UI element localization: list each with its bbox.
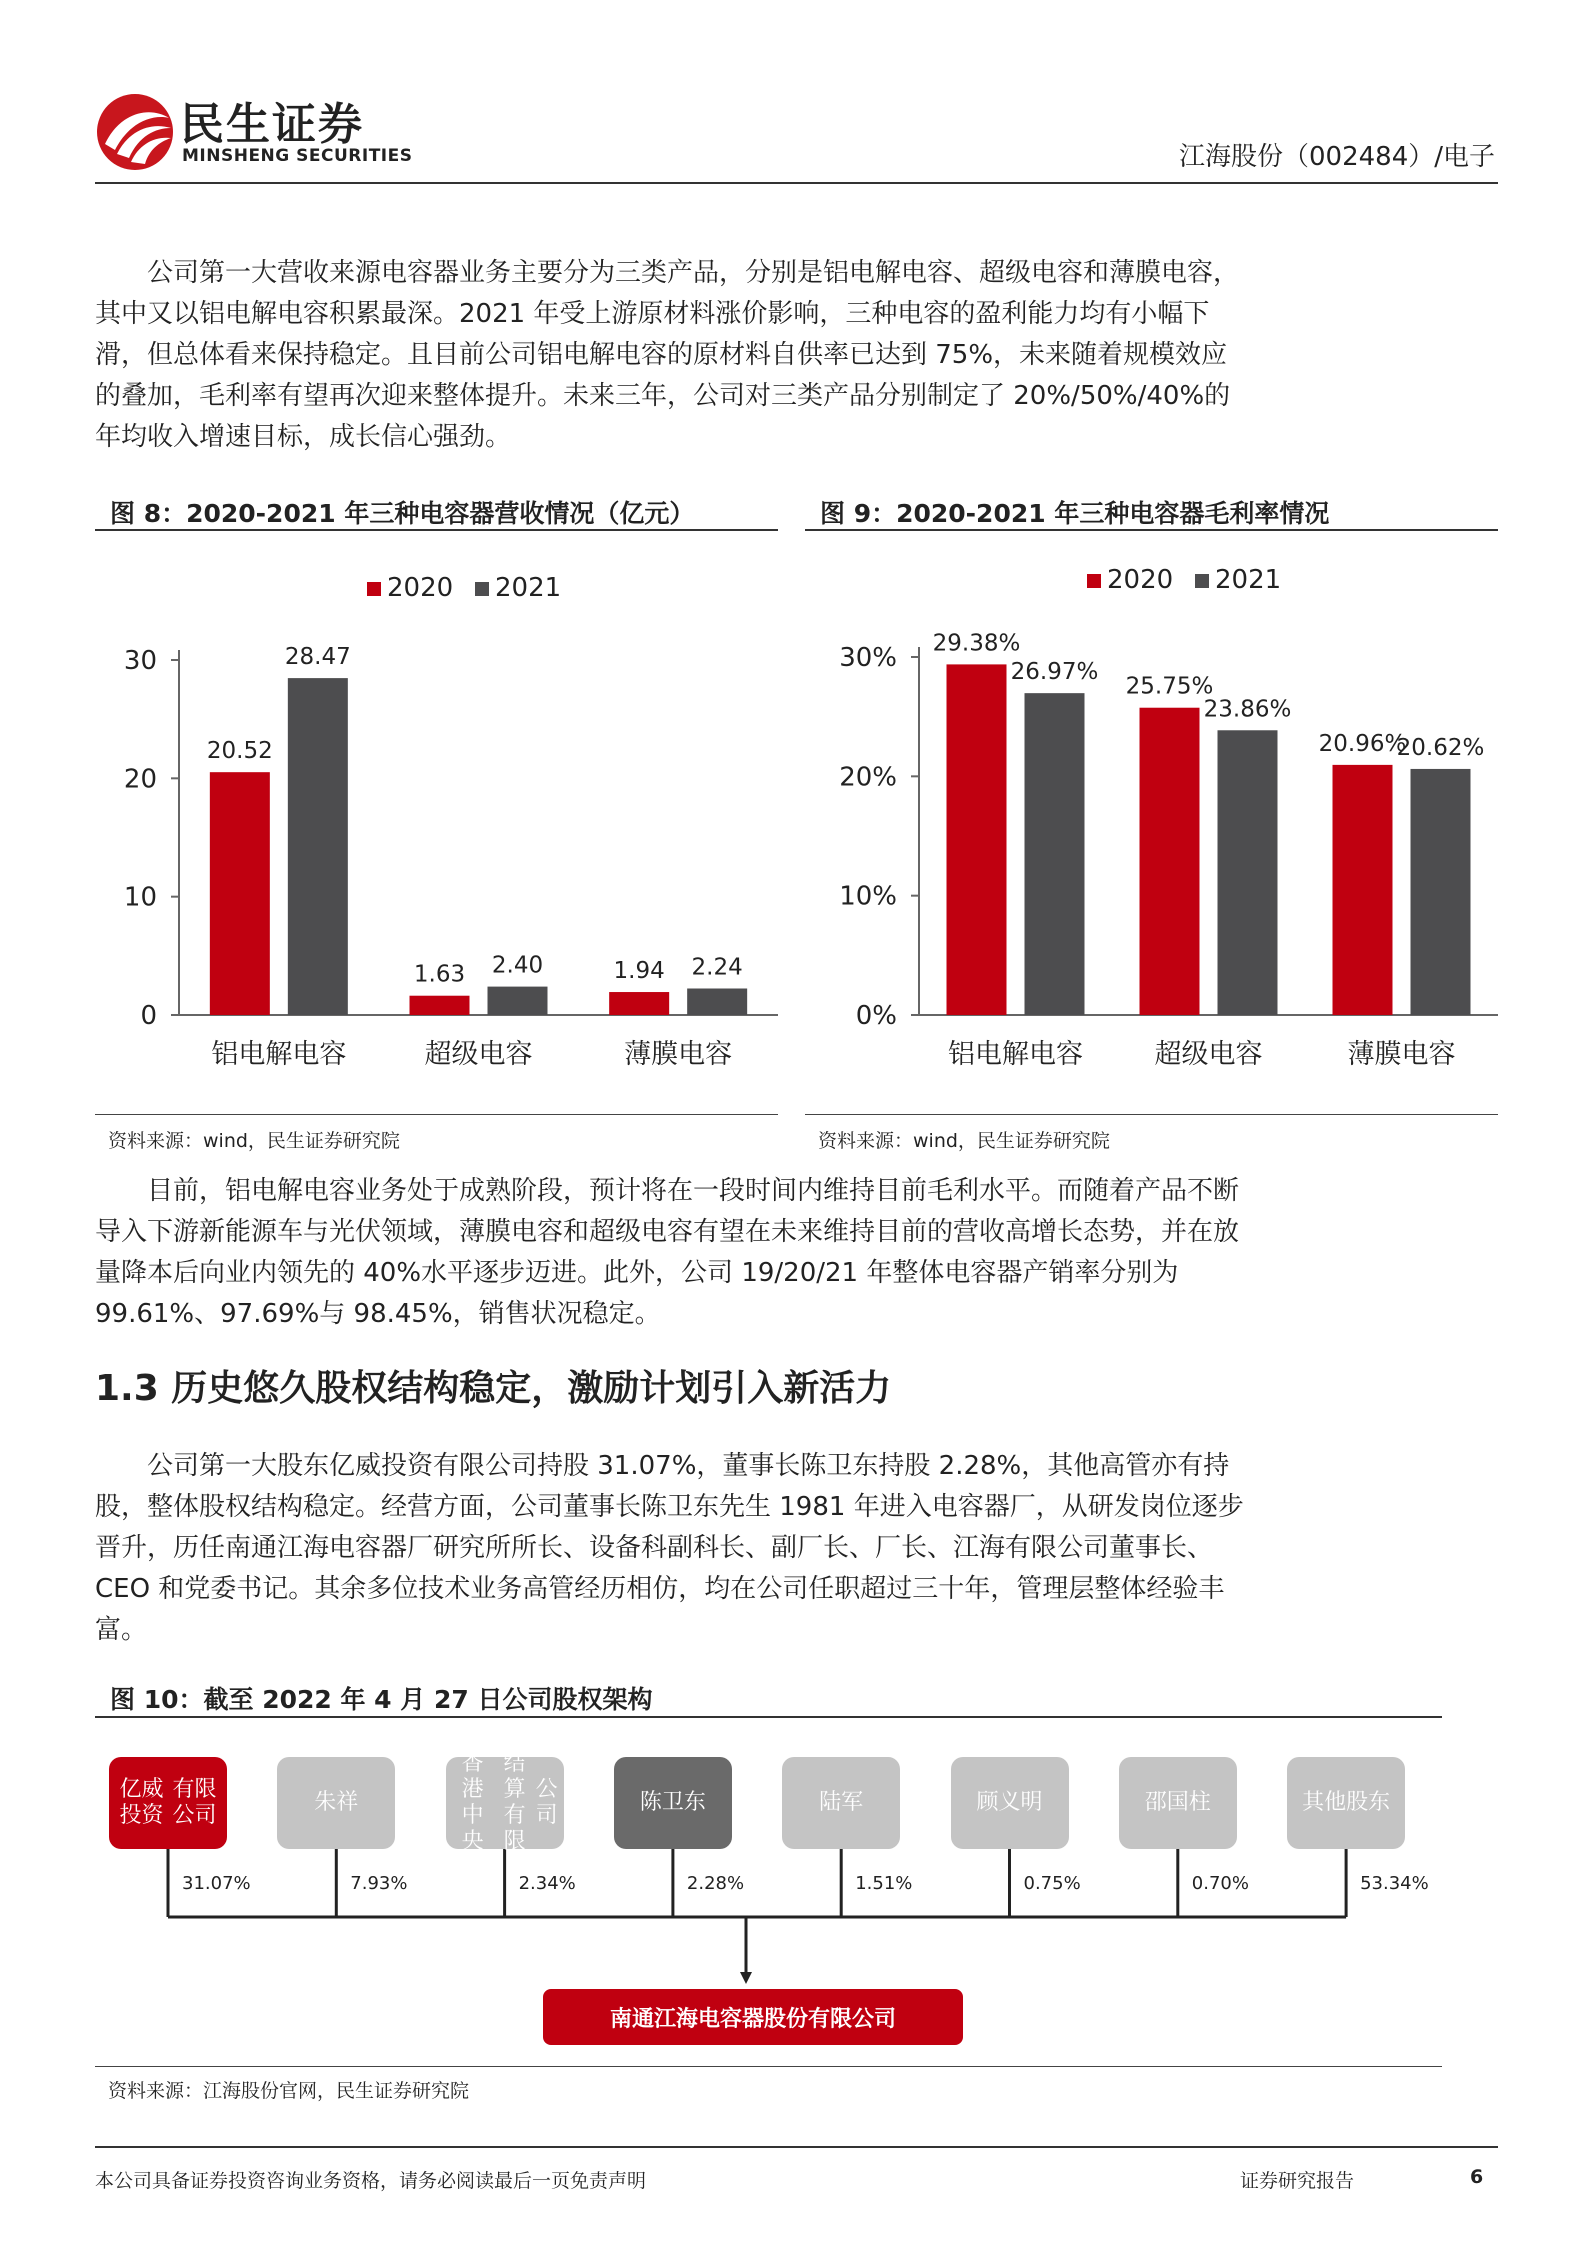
data-label: 25.75% bbox=[1125, 673, 1214, 700]
fig10-bottom-rule bbox=[95, 2066, 1442, 2067]
data-label: 2.24 bbox=[691, 954, 743, 981]
y-tick-label: 30 bbox=[123, 646, 157, 676]
header-divider bbox=[95, 182, 1498, 184]
x-tick-label: 超级电容 bbox=[424, 1039, 533, 1070]
bar-2021-超级电容 bbox=[488, 987, 548, 1015]
data-label: 2.40 bbox=[491, 952, 544, 979]
x-tick-label: 铝电解电容 bbox=[948, 1039, 1083, 1070]
fig9-bottom-rule bbox=[805, 1114, 1498, 1115]
shareholding-pct: 2.34% bbox=[518, 1873, 576, 1894]
report-subject: 江海股份（002484）/电子 bbox=[1178, 142, 1495, 172]
data-label: 26.97% bbox=[1010, 659, 1099, 686]
x-tick-label: 薄膜电容 bbox=[1347, 1039, 1456, 1070]
bar-2020-超级电容 bbox=[1140, 708, 1200, 1015]
legend-swatch-2021 bbox=[475, 582, 489, 596]
shareholder-box bbox=[782, 1757, 900, 1849]
y-tick-label: 20 bbox=[123, 764, 157, 795]
shareholding-pct: 2.28% bbox=[686, 1873, 745, 1894]
legend-label-2020: 2020 bbox=[387, 573, 454, 603]
shareholding-pct: 1.51% bbox=[855, 1873, 913, 1894]
shareholding-pct: 7.93% bbox=[350, 1873, 408, 1894]
data-label: 20.96% bbox=[1318, 730, 1407, 757]
footer-report-type: 证券研究报告 bbox=[1240, 2170, 1355, 2192]
shareholder-name: 顾义明 bbox=[976, 1790, 1043, 1815]
shareholder-box bbox=[951, 1757, 1069, 1849]
shareholding-pct: 31.07% bbox=[182, 1873, 251, 1894]
fig10-top-rule bbox=[95, 1716, 1442, 1718]
fig9-source: 资料来源：wind，民生证券研究院 bbox=[818, 1130, 1110, 1152]
legend-swatch-2021 bbox=[1195, 574, 1209, 588]
paragraph-shareholding: 公司第一大股东亿威投资有限公司持股 31.07%，董事长陈卫东持股 2.28%，其他高管亦有持股，整体股权结构稳定。经营方面，公司董事长陈卫东先生 1981 年进入电容器厂，从研发岗位逐步晋升，历任南通江海电容器厂研究所所长、设备科副科长、副厂长、厂长、江海有限公司董事长、CEO 和党委书记。其余多位技术业务高管经历相仿，均在公司任职超过三十年，管理层整体经验丰富。 bbox=[95, 1451, 1244, 1645]
bar-2021-铝电解电容 bbox=[1025, 693, 1085, 1015]
shareholder-box bbox=[277, 1757, 395, 1849]
bar-2020-铝电解电容 bbox=[947, 664, 1007, 1015]
shareholder-box bbox=[1119, 1757, 1237, 1849]
fig8-revenue-chart bbox=[95, 540, 778, 1105]
paragraph-outlook: 目前，铝电解电容业务处于成熟阶段，预计将在一段时间内维持目前毛利水平。而随着产品不断导入下游新能源车与光伏领域，薄膜电容和超级电容有望在未来维持目前的营收高增长态势，并在放量降本后向业内领先的 40%水平逐步迈进。此外，公司 19/20/21 年整体电容器产销率分别为 99.61%、97.69%与 98.45%，销售状况稳定。 bbox=[95, 1176, 1240, 1329]
fig8-top-rule bbox=[95, 529, 778, 531]
bar-2020-超级电容 bbox=[410, 996, 470, 1015]
data-label: 20.52 bbox=[206, 738, 273, 765]
legend-swatch-2020 bbox=[367, 582, 381, 596]
data-label: 28.47 bbox=[284, 644, 351, 671]
y-tick-label: 20% bbox=[839, 762, 897, 793]
page-number: 6 bbox=[1470, 2166, 1484, 2188]
legend-label-2021: 2021 bbox=[1215, 565, 1282, 595]
shareholder-name: 亿威投资 bbox=[119, 1777, 164, 1828]
shareholder-box bbox=[614, 1757, 732, 1849]
fig9-margin-chart bbox=[805, 540, 1498, 1105]
shareholder-name: 邵国柱 bbox=[1144, 1790, 1211, 1815]
section-title: 1.3 历史悠久股权结构稳定，激励计划引入新活力 bbox=[95, 1368, 892, 1409]
data-label: 20.62% bbox=[1396, 734, 1485, 761]
x-tick-label: 超级电容 bbox=[1154, 1039, 1263, 1070]
bar-2020-薄膜电容 bbox=[1333, 765, 1393, 1015]
shareholder-name: 香港中央 bbox=[461, 1751, 484, 1854]
shareholding-pct: 53.34% bbox=[1360, 1873, 1429, 1894]
paragraph-capacitor-business: 公司第一大营收来源电容器业务主要分为三类产品，分别是铝电解电容、超级电容和薄膜电容，其中又以铝电解电容积累最深。2021 年受上游原材料涨价影响，三种电容的盈利能力均有小幅下滑，但总体看来保持稳定。且目前公司铝电解电容的原材料自供率已达到 75%，未来随着规模效应的叠加，毛利率有望再次迎来整体提升。未来三年，公司对三类产品分别制定了 20%/50%/40%的年均收入增速目标，成长信心强劲。 bbox=[95, 258, 1240, 452]
shareholder-name: 陆军 bbox=[819, 1790, 864, 1815]
shareholder-name: 其他股东 bbox=[1302, 1790, 1391, 1815]
shareholder-name: 朱祥 bbox=[314, 1790, 359, 1815]
minsheng-logo-icon bbox=[95, 92, 175, 172]
arrow-down-icon bbox=[740, 1972, 752, 1984]
shareholding-pct: 0.75% bbox=[1023, 1873, 1081, 1894]
y-tick-label: 10% bbox=[839, 881, 897, 912]
shareholder-box bbox=[109, 1757, 227, 1849]
company-box: 南通江海电容器股份有限公司 bbox=[543, 1989, 963, 2045]
y-tick-label: 0% bbox=[855, 1001, 897, 1031]
logo-text-en: MINSHENG SECURITIES bbox=[182, 146, 413, 166]
shareholder-name: 陈卫东 bbox=[639, 1790, 706, 1815]
shareholder-box bbox=[446, 1751, 564, 1854]
bar-2021-薄膜电容 bbox=[687, 988, 747, 1015]
shareholder-name: 有限公司 bbox=[172, 1777, 217, 1828]
bar-2021-铝电解电容 bbox=[288, 678, 348, 1015]
data-label: 1.94 bbox=[613, 958, 665, 985]
fig10-source: 资料来源：江海股份官网，民生证券研究院 bbox=[108, 2080, 470, 2102]
y-tick-label: 10 bbox=[123, 882, 157, 913]
footer-disclaimer: 本公司具备证券投资咨询业务资格，请务必阅读最后一页免责声明 bbox=[95, 2170, 647, 2192]
data-label: 1.63 bbox=[413, 961, 466, 988]
shareholder-name: 公司 bbox=[535, 1777, 558, 1828]
x-tick-label: 铝电解电容 bbox=[211, 1039, 347, 1070]
shareholder-name: 结算有限 bbox=[503, 1751, 526, 1854]
y-tick-label: 30% bbox=[839, 643, 897, 673]
fig8-source: 资料来源：wind，民生证券研究院 bbox=[108, 1130, 400, 1152]
fig8-title: 图 8：2020-2021 年三种电容器营收情况（亿元） bbox=[110, 499, 695, 528]
bar-2020-薄膜电容 bbox=[609, 992, 669, 1015]
shareholding-pct: 0.70% bbox=[1191, 1873, 1249, 1894]
fig10-title: 图 10：截至 2022 年 4 月 27 日公司股权架构 bbox=[110, 1685, 653, 1714]
legend-label-2020: 2020 bbox=[1107, 565, 1174, 595]
fig9-top-rule bbox=[805, 529, 1498, 531]
data-label: 29.38% bbox=[932, 630, 1021, 657]
y-tick-label: 0 bbox=[140, 1001, 157, 1031]
logo-text-cn: 民生证券 bbox=[180, 99, 364, 150]
shareholder-box bbox=[1287, 1757, 1405, 1849]
bar-2021-薄膜电容 bbox=[1411, 769, 1471, 1015]
fig9-title: 图 9：2020-2021 年三种电容器毛利率情况 bbox=[820, 499, 1330, 528]
footer-divider bbox=[95, 2146, 1498, 2148]
x-tick-label: 薄膜电容 bbox=[624, 1039, 733, 1070]
legend-swatch-2020 bbox=[1087, 574, 1101, 588]
legend-label-2021: 2021 bbox=[495, 573, 562, 603]
fig8-bottom-rule bbox=[95, 1114, 778, 1115]
bar-2021-超级电容 bbox=[1218, 730, 1278, 1015]
bar-2020-铝电解电容 bbox=[210, 772, 270, 1015]
data-label: 23.86% bbox=[1203, 696, 1292, 723]
